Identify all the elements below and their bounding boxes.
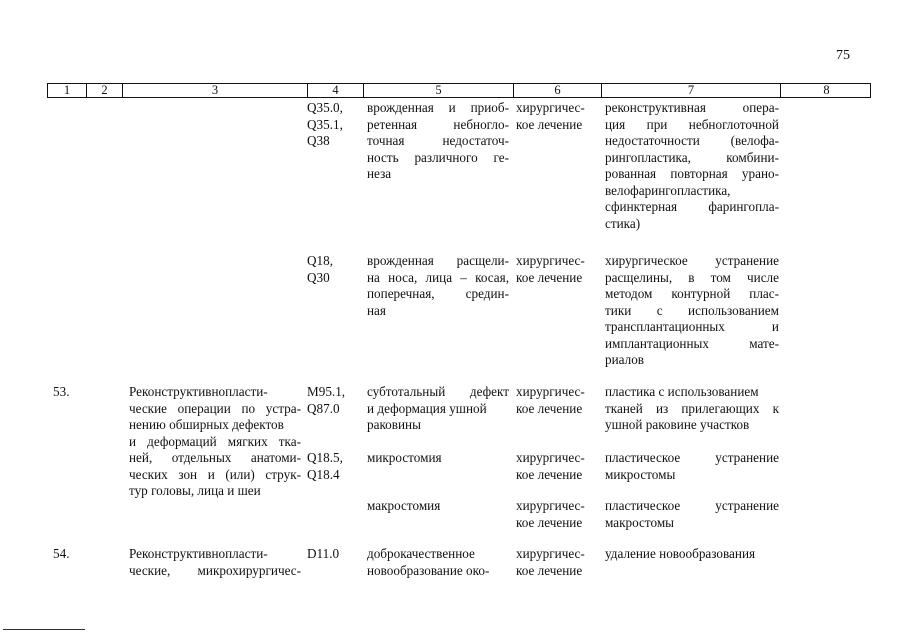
name-line: тур головы, лица и шеи: [129, 483, 261, 498]
model-cell: [367, 450, 442, 467]
code-line: M95.1,: [307, 384, 346, 399]
method-line: расщелины, в том числе: [605, 269, 779, 285]
header-cell-3: 3: [122, 84, 307, 97]
treatment-line: хирургичес-: [516, 384, 585, 399]
treatment-cell: [516, 546, 585, 579]
method-line: микростомы: [605, 466, 676, 482]
method-line: тики с использованием: [605, 302, 779, 318]
name-line: Реконструктивнопласти-: [129, 384, 268, 399]
method-line: методом контурной плас-: [605, 286, 779, 301]
header-cell-1: 1: [63, 83, 71, 97]
model-line: неза: [367, 166, 392, 181]
model-cell: [367, 498, 440, 515]
treatment-line: кое лечение: [516, 116, 583, 132]
code-line: Q35.1,: [307, 116, 343, 132]
method-line: трансплантационных и: [605, 319, 779, 334]
treatment-line: хирургичес-: [516, 498, 585, 513]
codes-cell: [307, 546, 339, 563]
name-line: ней, отдельных анатоми-: [129, 450, 301, 465]
code-line: Q18.4: [307, 466, 340, 482]
method-cell: [605, 253, 779, 369]
row-number: 54.: [53, 546, 70, 561]
treatment-cell: [516, 253, 585, 286]
treatment-line: хирургичес-: [516, 450, 585, 465]
code-line: Q18,: [307, 253, 334, 268]
code-line: D11.0: [307, 546, 340, 561]
model-line: точная недостаточ-: [367, 133, 509, 148]
method-line: реконструктивная опера-: [605, 100, 779, 115]
method-line: риалов: [605, 352, 645, 367]
treatment-line: хирургичес-: [516, 100, 585, 115]
method-line: ция при небноглоточной: [605, 116, 779, 132]
method-cell: [605, 546, 755, 563]
code-line: Q38: [307, 133, 330, 148]
treatment-cell: [516, 384, 585, 417]
model-line: поперечная, средин-: [367, 286, 509, 301]
treatment-line: кое лечение: [516, 514, 583, 530]
model-line: макростомия: [367, 498, 441, 513]
page-number: 75: [836, 48, 850, 63]
code-line: Q18.5,: [307, 450, 343, 465]
model-line: на носа, лица – косая,: [367, 269, 509, 285]
header-cell-5: 5: [363, 84, 513, 97]
method-cell: [605, 100, 779, 232]
model-line: ность различного ге-: [367, 149, 509, 165]
name-line: ческие, микрохирургичес-: [129, 562, 301, 578]
name-line: Реконструктивнопласти-: [129, 546, 268, 561]
name-line: нению обширных дефектов: [129, 417, 284, 432]
model-line: ная: [367, 302, 386, 318]
method-line: удаление новообразования: [605, 546, 756, 561]
method-line: велофарингопластика,: [605, 182, 731, 198]
treatment-line: кое лечение: [516, 400, 583, 416]
method-cell: [605, 450, 779, 483]
treatment-cell: [516, 498, 585, 531]
header-cell-4: 4: [307, 84, 363, 97]
model-line: врожденная и приоб-: [367, 100, 509, 115]
name-line: ческие операции по устра-: [129, 400, 301, 416]
model-line: ретенная небногло-: [367, 116, 509, 132]
table-header-row: [47, 83, 871, 98]
codes-cell: [307, 253, 333, 286]
treatment-line: хирургичес-: [516, 546, 585, 561]
model-line: врожденная расщели-: [367, 253, 509, 268]
method-cell: [605, 384, 779, 434]
code-line: Q35.0,: [307, 100, 343, 115]
method-line: имплантационных мате-: [605, 335, 779, 351]
model-cell: [367, 100, 509, 183]
code-line: Q87.0: [307, 400, 340, 416]
method-line: тканей из прилегающих к: [605, 400, 779, 416]
procedure-name-cell: [129, 384, 301, 500]
header-cell-6: 6: [513, 84, 601, 97]
method-line: пластическое устранение: [605, 498, 779, 513]
model-line: доброкачественное: [367, 546, 475, 561]
model-cell: [367, 546, 509, 579]
procedure-name-cell: [129, 546, 301, 579]
method-line: стика): [605, 215, 641, 231]
method-line: сфинктерная фарингопла-: [605, 199, 779, 214]
name-line: и деформаций мягких тка-: [129, 433, 301, 449]
treatment-cell: [516, 450, 585, 483]
model-line: и деформация ушной: [367, 400, 487, 416]
header-cell-8: 8: [780, 84, 872, 97]
header-cell-7: 7: [601, 84, 780, 97]
codes-cell: [307, 384, 345, 417]
method-line: пластическое устранение: [605, 450, 779, 465]
model-line: раковины: [367, 417, 421, 432]
model-cell: [367, 384, 509, 434]
name-line: ческих зон и (или) струк-: [129, 466, 301, 482]
treatment-line: хирургичес-: [516, 253, 585, 268]
method-cell: [605, 498, 779, 531]
model-line: новообразование око-: [367, 562, 490, 578]
code-line: Q30: [307, 269, 330, 285]
treatment-line: кое лечение: [516, 562, 583, 578]
model-line: микростомия: [367, 450, 442, 465]
method-line: макростомы: [605, 514, 675, 530]
method-line: пластика с использованием: [605, 384, 759, 399]
method-line: недостаточности (велофа-: [605, 133, 779, 148]
treatment-line: кое лечение: [516, 466, 583, 482]
model-cell: [367, 253, 509, 319]
codes-cell: [307, 100, 343, 150]
row-number: 53.: [53, 384, 70, 399]
treatment-line: кое лечение: [516, 269, 583, 285]
method-line: рованная повторная урано-: [605, 166, 779, 181]
treatment-cell: [516, 100, 585, 133]
method-line: ушной раковине участков: [605, 417, 750, 432]
model-line: субтотальный дефект: [367, 384, 509, 399]
codes-cell: [307, 450, 343, 483]
header-cell-2: 2: [86, 84, 122, 97]
method-line: хирургическое устранение: [605, 253, 779, 268]
method-line: рингопластика, комбини-: [605, 149, 779, 165]
footnote-separator: [3, 629, 85, 630]
